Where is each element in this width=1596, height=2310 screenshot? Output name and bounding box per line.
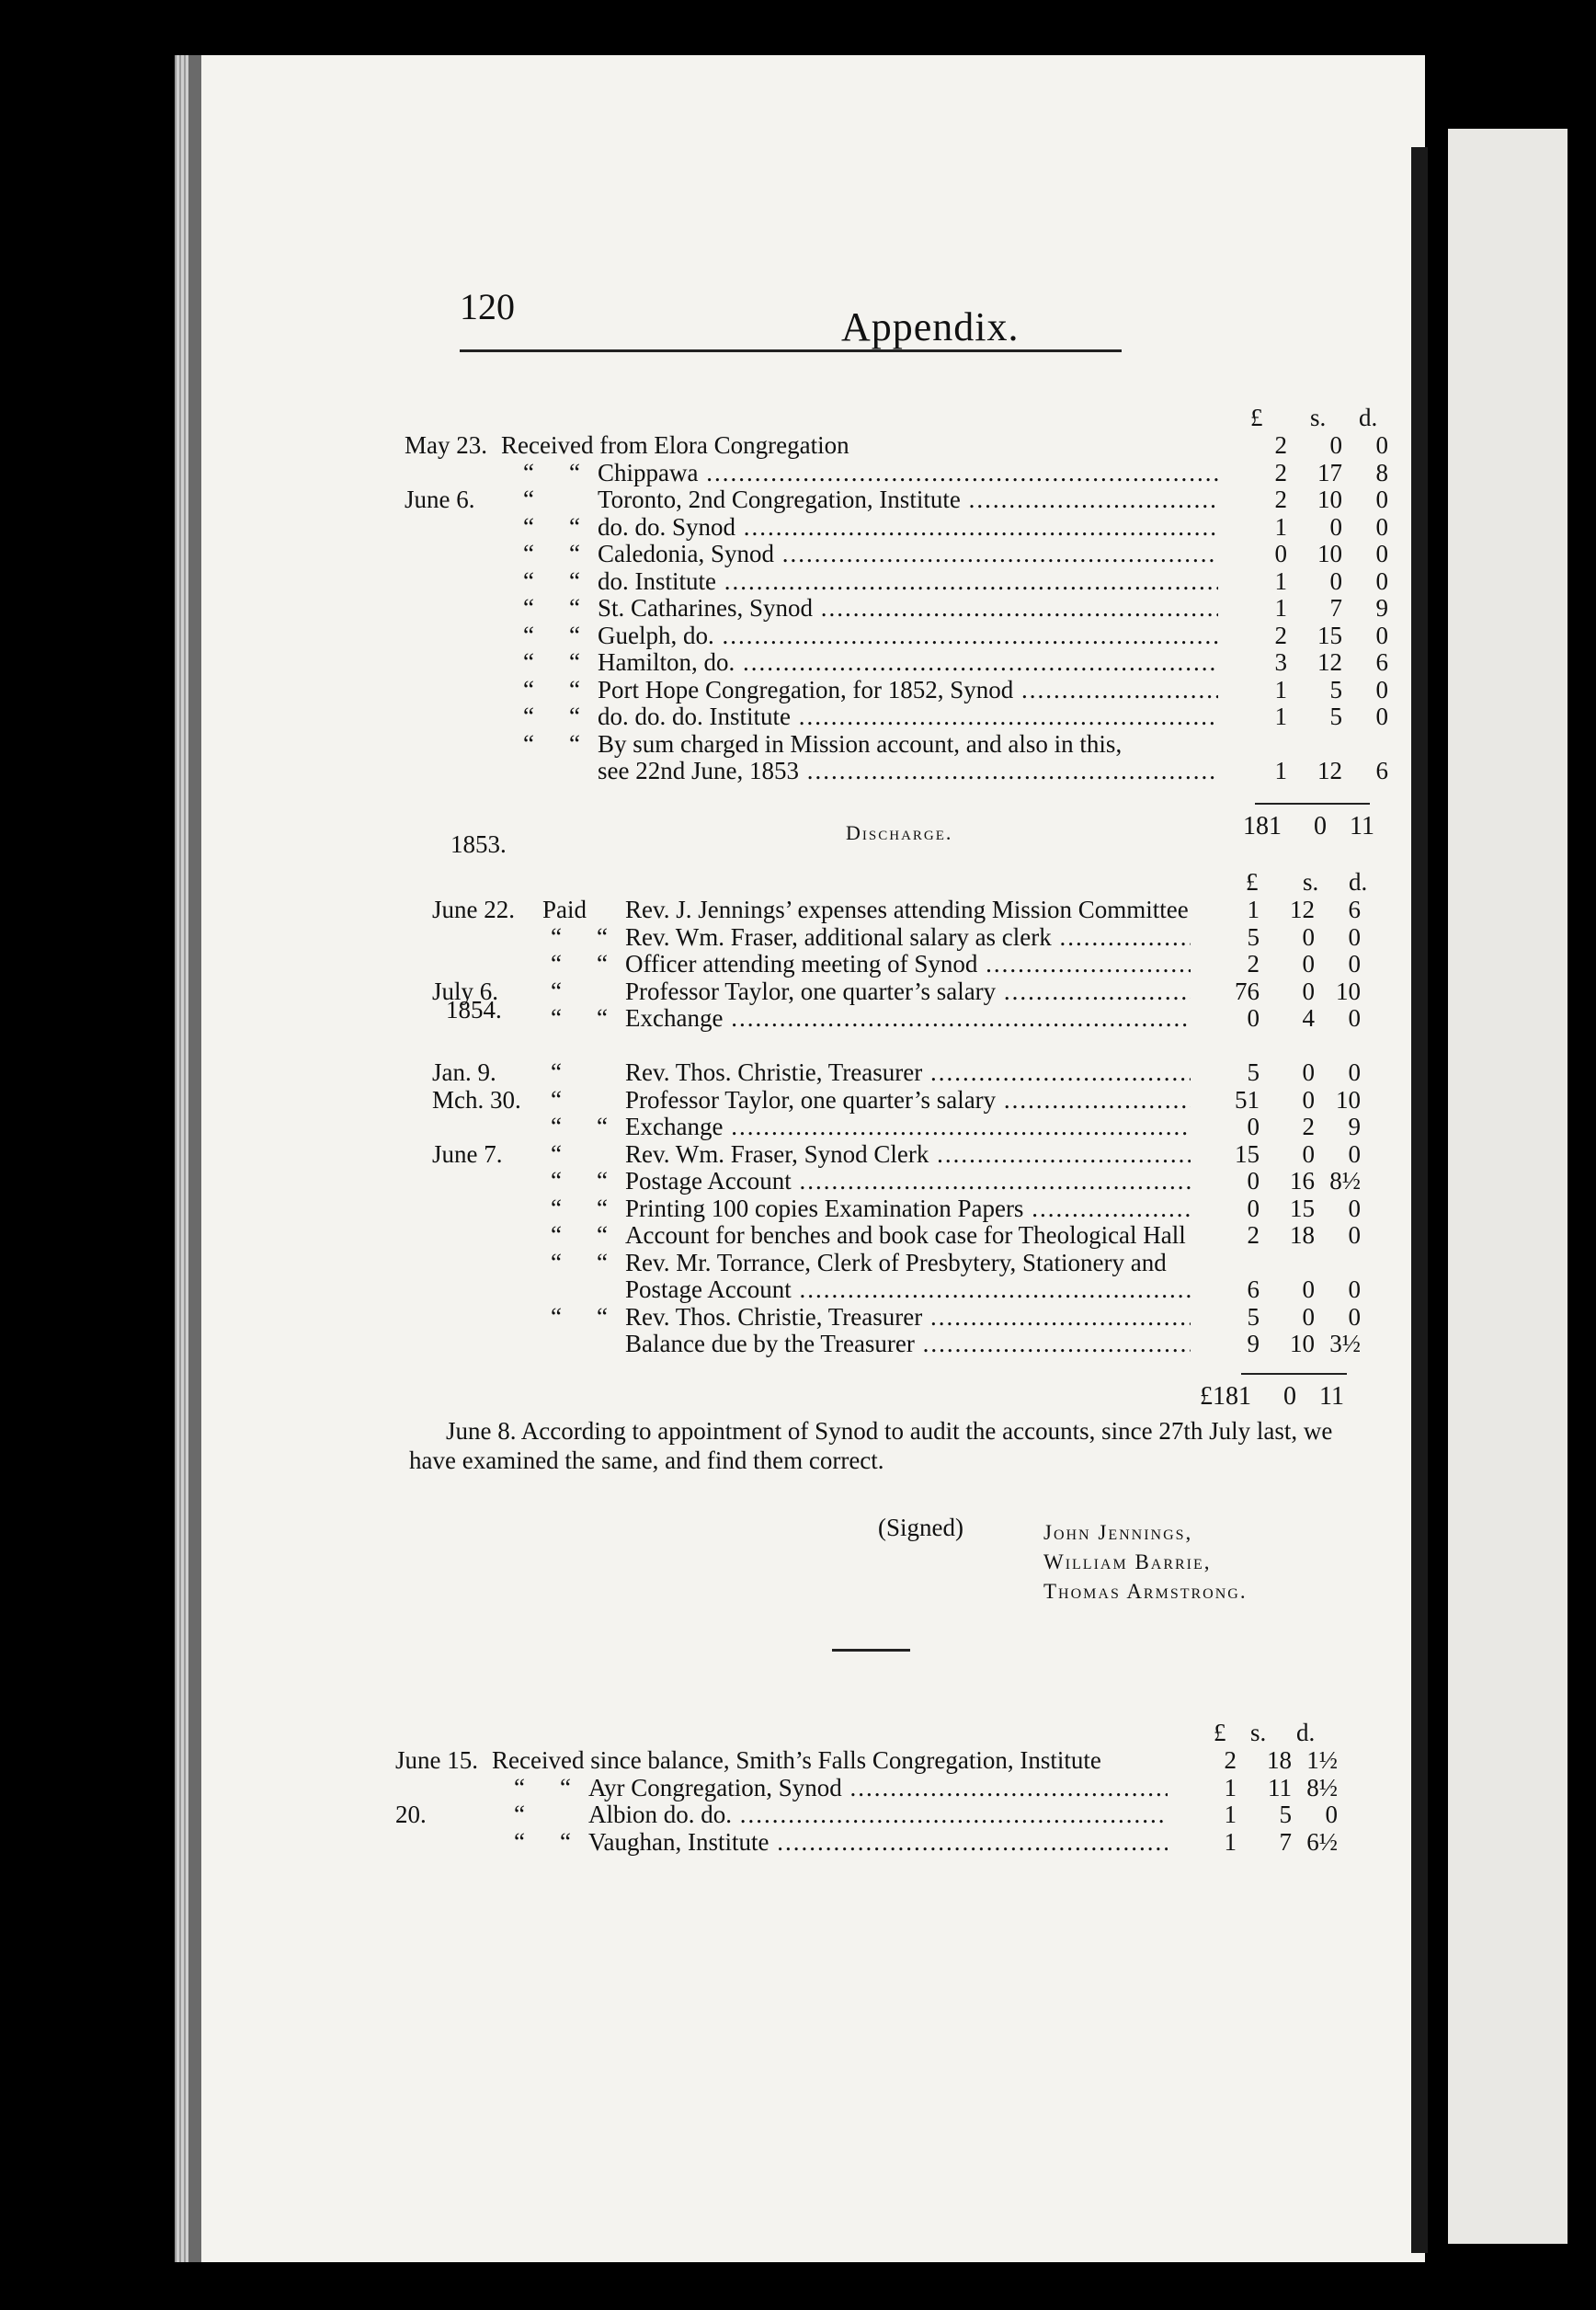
amount-pence: 0 xyxy=(1375,621,1388,649)
ditto-mark: “ xyxy=(523,729,534,758)
ledger-description: Toronto, 2nd Congregation, Institute ..... xyxy=(598,486,1218,513)
amount-shillings: 0 xyxy=(1302,1275,1315,1303)
amount-pounds: 5 xyxy=(1247,922,1260,951)
ledger-row xyxy=(395,1829,1347,1857)
amount-pence: 0 xyxy=(1325,1801,1338,1828)
ditto-mark: “ xyxy=(523,458,534,486)
discharge-list xyxy=(432,897,1370,1358)
audit-statement: June 8. According to appointment of Synod to audit the accounts, since 27th July last, we have examined the same, and find them correct. xyxy=(409,1417,1333,1474)
ledger-row xyxy=(405,649,1397,677)
ledger-description: Rev. Thos. Christie, Treasurer ..... xyxy=(625,1304,1191,1331)
amount-shillings: 0 xyxy=(1329,566,1342,595)
ledger-description: St. Catharines, Synod ..... xyxy=(598,595,1218,622)
ditto-mark: “ xyxy=(597,1302,608,1331)
ledger-row xyxy=(432,1331,1370,1358)
ledger-description: Rev. Thos. Christie, Treasurer ..... xyxy=(625,1059,1191,1086)
page-header xyxy=(460,276,1122,359)
discharge-total-shillings: 0 xyxy=(1283,1382,1296,1411)
receipts-list xyxy=(405,432,1397,785)
amount-pounds: 0 xyxy=(1247,1113,1260,1140)
ledger-row xyxy=(432,1005,1370,1033)
amount-pounds: 1 xyxy=(1274,675,1287,703)
amount-pounds: 1 xyxy=(1274,757,1287,784)
amount-pence: 6 xyxy=(1375,757,1388,784)
ledger-description: Exchange ..... xyxy=(625,1005,1191,1032)
ledger-description: Postage Account ..... xyxy=(625,1276,1191,1303)
later-currency-header xyxy=(1204,1720,1351,1746)
ditto-mark: “ xyxy=(569,729,580,758)
ledger-date: June 15. xyxy=(395,1746,478,1774)
ditto-mark: “ xyxy=(523,566,534,595)
ledger-row xyxy=(405,595,1397,623)
amount-shillings: 12 xyxy=(1290,896,1315,923)
amount-shillings: 0 xyxy=(1302,950,1315,978)
ditto-mark: “ xyxy=(597,1113,608,1140)
amount-pence: 6 xyxy=(1375,648,1388,676)
ditto-mark: “ xyxy=(551,1221,562,1249)
ditto-mark: “ xyxy=(551,1167,562,1195)
ditto-mark: “ xyxy=(569,621,580,649)
amount-pence: 1½ xyxy=(1306,1746,1338,1774)
ditto-mark: “ xyxy=(551,1139,562,1168)
amount-pounds: 2 xyxy=(1247,1221,1260,1249)
ledger-description: do. Institute ..... xyxy=(598,568,1218,595)
amount-pence: 0 xyxy=(1375,675,1388,703)
ditto-mark: “ xyxy=(597,1248,608,1276)
amount-pounds: 2 xyxy=(1224,1746,1237,1774)
ledger-description: Professor Taylor, one quarter’s salary ..... xyxy=(625,978,1191,1005)
amount-shillings: 18 xyxy=(1267,1746,1292,1774)
ledger-row xyxy=(432,1059,1370,1087)
amount-shillings: 5 xyxy=(1279,1801,1292,1828)
amount-pence: 0 xyxy=(1348,922,1361,951)
amount-pence: 0 xyxy=(1348,1004,1361,1032)
shilling-header: s. xyxy=(1310,404,1327,431)
amount-pounds: 5 xyxy=(1247,1058,1260,1086)
amount-shillings: 10 xyxy=(1317,540,1342,567)
ditto-mark: “ xyxy=(551,1058,562,1086)
ledger-date: Jan. 9. xyxy=(432,1058,496,1086)
amount-pence: 0 xyxy=(1375,486,1388,513)
amount-pence: 10 xyxy=(1336,1085,1361,1114)
ditto-mark: “ xyxy=(551,1004,562,1032)
amount-pence: 0 xyxy=(1348,950,1361,978)
ledger-description: Guelph, do. ..... xyxy=(598,623,1218,649)
amount-pounds: 6 xyxy=(1247,1275,1260,1303)
ledger-row xyxy=(432,951,1370,978)
ledger-description: Professor Taylor, one quarter’s salary ..... xyxy=(625,1087,1191,1114)
ledger-row xyxy=(432,1114,1370,1141)
ledger-row xyxy=(432,1250,1370,1277)
ditto-mark: “ xyxy=(514,1801,525,1828)
signatory-3: Thomas Armstrong. xyxy=(1043,1580,1248,1603)
amount-pounds: 2 xyxy=(1247,950,1260,978)
amount-pounds: 0 xyxy=(1274,540,1287,567)
ditto-mark: “ xyxy=(523,540,534,567)
receipts-total-shillings: 0 xyxy=(1314,812,1327,841)
ditto-mark: “ xyxy=(551,1113,562,1140)
amount-shillings: 12 xyxy=(1317,648,1342,676)
amount-pounds: 76 xyxy=(1235,977,1260,1005)
ditto-mark: “ xyxy=(523,648,534,676)
ledger-row xyxy=(405,568,1397,596)
ditto-mark: “ xyxy=(551,1194,562,1222)
amount-shillings: 15 xyxy=(1290,1194,1315,1222)
ledger-description: Balance due by the Treasurer ..... xyxy=(625,1331,1191,1357)
receipts-total-pounds: 181 xyxy=(1243,812,1282,841)
ledger-description: Rev. J. Jennings’ expenses attending Mission Committee ..... xyxy=(625,897,1191,923)
page-number: 120 xyxy=(460,286,515,327)
pence-header: d. xyxy=(1296,1719,1316,1746)
ditto-mark: “ xyxy=(523,675,534,703)
amount-shillings: 10 xyxy=(1317,486,1342,513)
ditto-mark: “ xyxy=(560,1827,571,1856)
amount-pence: 6 xyxy=(1348,896,1361,923)
amount-shillings: 10 xyxy=(1290,1330,1315,1357)
amount-pence: 8 xyxy=(1375,458,1388,486)
ditto-mark: “ xyxy=(523,512,534,541)
ledger-row xyxy=(405,432,1397,460)
ledger-row xyxy=(395,1801,1347,1829)
ledger-description: Account for benches and book case for Theological Hall ..... xyxy=(625,1222,1191,1249)
ditto-mark: “ xyxy=(551,1302,562,1331)
amount-pence: 3½ xyxy=(1329,1330,1361,1357)
ditto-mark: “ xyxy=(569,703,580,730)
amount-pence: 0 xyxy=(1375,512,1388,541)
ledger-heading: Received from Elora Congregation xyxy=(501,431,849,459)
signatory-1: John Jennings, xyxy=(1043,1521,1193,1544)
ledger-row xyxy=(405,758,1397,785)
amount-shillings: 4 xyxy=(1302,1004,1315,1032)
ledger-row xyxy=(432,924,1370,952)
ledger-description: Hamilton, do. ..... xyxy=(598,649,1218,676)
shilling-header: s. xyxy=(1250,1719,1267,1746)
ledger-description: see 22nd June, 1853 ..... xyxy=(598,758,1218,784)
amount-pence: 0 xyxy=(1348,1058,1361,1086)
amount-pence: 6½ xyxy=(1306,1827,1338,1856)
ledger-date: June 7. xyxy=(432,1139,503,1168)
ledger-row xyxy=(432,897,1370,924)
amount-pence: 9 xyxy=(1375,594,1388,622)
year-1853: 1853. xyxy=(450,830,507,858)
amount-shillings: 5 xyxy=(1329,675,1342,703)
header-rule xyxy=(460,349,1122,352)
amount-pounds: 0 xyxy=(1247,1167,1260,1195)
ledger-date: June 6. xyxy=(405,486,475,513)
ledger-description: Ayr Congregation, Synod ..... xyxy=(588,1775,1168,1801)
amount-pence: 0 xyxy=(1375,431,1388,459)
pence-header: d. xyxy=(1359,404,1378,431)
ledger-description: Rev. Mr. Torrance, Clerk of Presbytery, Stationery and xyxy=(625,1249,1167,1276)
ledger-date: Mch. 30. xyxy=(432,1085,521,1114)
amount-pounds: 1 xyxy=(1274,566,1287,595)
amount-shillings: 0 xyxy=(1302,1139,1315,1168)
amount-pounds: 51 xyxy=(1235,1085,1260,1114)
ledger-description: Exchange ..... xyxy=(625,1114,1191,1140)
book-spine xyxy=(1411,147,1428,2253)
ledger-date: June 22. xyxy=(432,896,515,923)
amount-pence: 0 xyxy=(1348,1139,1361,1168)
amount-pounds: 5 xyxy=(1247,1302,1260,1331)
receipts-total xyxy=(1243,812,1374,841)
amount-pence: 0 xyxy=(1375,540,1388,567)
amount-pounds: 2 xyxy=(1274,431,1287,459)
amount-pounds: 2 xyxy=(1274,621,1287,649)
amount-shillings: 0 xyxy=(1329,431,1342,459)
ledger-row xyxy=(432,978,1370,1006)
amount-shillings: 18 xyxy=(1290,1221,1315,1249)
ledger-row xyxy=(395,1747,1347,1775)
ditto-mark: “ xyxy=(523,594,534,622)
amount-pounds: 1 xyxy=(1224,1773,1237,1801)
receipts-sum-line xyxy=(1255,803,1370,805)
ledger-date: 20. xyxy=(395,1801,427,1828)
receipts-currency-header xyxy=(1241,405,1388,431)
shilling-header: s. xyxy=(1303,868,1319,896)
ledger-description: Caledonia, Synod ..... xyxy=(598,541,1218,567)
ledger-description: do. do. do. Institute ..... xyxy=(598,703,1218,730)
ditto-mark: “ xyxy=(569,512,580,541)
ledger-row xyxy=(405,514,1397,542)
ledger-description: Officer attending meeting of Synod ..... xyxy=(625,951,1191,978)
amount-shillings: 0 xyxy=(1302,1085,1315,1114)
ditto-mark: “ xyxy=(551,977,562,1005)
amount-pounds: 9 xyxy=(1247,1330,1260,1357)
ledger-row xyxy=(432,1304,1370,1332)
ledger-date: May 23. xyxy=(405,431,487,459)
ditto-mark: “ xyxy=(597,1004,608,1032)
ditto-mark: “ xyxy=(597,1194,608,1222)
ditto-mark: “ xyxy=(569,540,580,567)
ledger-description: Chippawa ..... xyxy=(598,460,1218,486)
amount-shillings: 0 xyxy=(1302,1058,1315,1086)
discharge-sum-line xyxy=(1241,1373,1347,1375)
amount-pence: 0 xyxy=(1348,1221,1361,1249)
pound-header: £ xyxy=(1246,868,1259,896)
ledger-row xyxy=(405,460,1397,487)
ditto-mark: “ xyxy=(523,486,534,513)
ledger-row xyxy=(405,541,1397,568)
ditto-mark: “ xyxy=(597,1221,608,1249)
ledger-description: Rev. Wm. Fraser, Synod Clerk ..... xyxy=(625,1141,1191,1168)
ditto-mark: “ xyxy=(569,566,580,595)
amount-pence: 0 xyxy=(1348,1302,1361,1331)
discharge-currency-header xyxy=(1237,869,1384,896)
ledger-row xyxy=(405,703,1397,731)
ledger-row xyxy=(432,1168,1370,1195)
ditto-mark: “ xyxy=(523,703,534,730)
ledger-description: Port Hope Congregation, for 1852, Synod ..... xyxy=(598,677,1218,703)
amount-pounds: 1 xyxy=(1224,1827,1237,1856)
ledger-heading: Received since balance, Smith’s Falls Congregation, Institute xyxy=(492,1746,1101,1774)
ledger-row xyxy=(405,623,1397,650)
amount-pence: 0 xyxy=(1375,566,1388,595)
ditto-mark: “ xyxy=(597,1167,608,1195)
amount-pounds: 1 xyxy=(1224,1801,1237,1828)
section-separator xyxy=(832,1649,910,1652)
ditto-mark: “ xyxy=(551,950,562,978)
receipts-total-pence: 11 xyxy=(1350,812,1374,841)
discharge-title: Discharge. xyxy=(846,821,953,844)
amount-shillings: 16 xyxy=(1290,1167,1315,1195)
amount-pence: 10 xyxy=(1336,977,1361,1005)
amount-pounds: 1 xyxy=(1274,512,1287,541)
facing-page-edge xyxy=(1448,129,1568,2244)
amount-pounds: 1 xyxy=(1247,896,1260,923)
amount-shillings: 5 xyxy=(1329,703,1342,730)
signed-label: (Signed) xyxy=(878,1514,963,1541)
amount-pence: 9 xyxy=(1348,1113,1361,1140)
signatory-2: William Barrie, xyxy=(1043,1550,1212,1573)
ledger-row xyxy=(432,1276,1370,1304)
ledger-row xyxy=(432,1141,1370,1169)
amount-pence: 8½ xyxy=(1306,1773,1338,1801)
ditto-mark: Paid xyxy=(542,896,587,923)
ditto-mark: “ xyxy=(597,950,608,978)
ditto-mark: “ xyxy=(560,1773,571,1801)
ledger-description: Postage Account ..... xyxy=(625,1168,1191,1195)
ledger-description: Rev. Wm. Fraser, additional salary as clerk ..... xyxy=(625,924,1191,951)
ditto-mark: “ xyxy=(569,648,580,676)
ditto-mark: “ xyxy=(551,922,562,951)
amount-shillings: 12 xyxy=(1317,757,1342,784)
ledger-row xyxy=(432,1087,1370,1115)
amount-shillings: 2 xyxy=(1302,1113,1315,1140)
ditto-mark: “ xyxy=(514,1827,525,1856)
amount-shillings: 7 xyxy=(1329,594,1342,622)
ledger-row xyxy=(432,1033,1370,1060)
ledger-description: do. do. Synod ..... xyxy=(598,514,1218,541)
amount-pounds: 0 xyxy=(1247,1194,1260,1222)
ditto-mark: “ xyxy=(569,675,580,703)
year-1854: 1854. xyxy=(446,996,502,1023)
amount-pounds: 2 xyxy=(1274,458,1287,486)
page-title: Appendix. xyxy=(841,304,1020,349)
ledger-description: Vaughan, Institute ..... xyxy=(588,1829,1168,1856)
ledger-date: July 6. xyxy=(432,977,499,1005)
discharge-total-pounds: £181 xyxy=(1200,1382,1251,1411)
pound-header: £ xyxy=(1214,1719,1226,1746)
ditto-mark: “ xyxy=(523,621,534,649)
ledger-description: Printing 100 copies Examination Papers ..... xyxy=(625,1195,1191,1222)
ditto-mark: “ xyxy=(514,1773,525,1801)
ledger-row xyxy=(405,486,1397,514)
amount-pounds: 1 xyxy=(1274,703,1287,730)
pound-header: £ xyxy=(1250,404,1263,431)
ledger-row xyxy=(405,731,1397,759)
amount-shillings: 0 xyxy=(1329,512,1342,541)
amount-shillings: 0 xyxy=(1302,1302,1315,1331)
amount-shillings: 17 xyxy=(1317,458,1342,486)
ledger-row xyxy=(432,1222,1370,1250)
ditto-mark: “ xyxy=(597,922,608,951)
ledger-description: Albion do. do. ..... xyxy=(588,1801,1168,1828)
amount-pounds: 1 xyxy=(1274,594,1287,622)
amount-pounds: 15 xyxy=(1235,1139,1260,1168)
amount-pounds: 2 xyxy=(1274,486,1287,513)
ditto-mark: “ xyxy=(551,1085,562,1114)
amount-pounds: 3 xyxy=(1274,648,1287,676)
ditto-mark: “ xyxy=(569,458,580,486)
discharge-total-pence: 11 xyxy=(1319,1382,1344,1411)
discharge-total xyxy=(1200,1382,1344,1412)
amount-shillings: 0 xyxy=(1302,922,1315,951)
ledger-row xyxy=(395,1775,1347,1802)
pence-header: d. xyxy=(1349,868,1368,896)
amount-pence: 0 xyxy=(1348,1194,1361,1222)
ditto-mark: “ xyxy=(551,1248,562,1276)
ledger-row xyxy=(432,1195,1370,1223)
amount-pence: 0 xyxy=(1375,703,1388,730)
amount-pence: 0 xyxy=(1348,1275,1361,1303)
amount-shillings: 0 xyxy=(1302,977,1315,1005)
later-receipts-list xyxy=(395,1747,1347,1856)
amount-pounds: 0 xyxy=(1247,1004,1260,1032)
amount-shillings: 7 xyxy=(1279,1827,1292,1856)
amount-shillings: 11 xyxy=(1268,1773,1292,1801)
amount-shillings: 15 xyxy=(1317,621,1342,649)
ledger-description: By sum charged in Mission account, and also in this, xyxy=(598,730,1123,758)
ledger-row xyxy=(405,677,1397,704)
ditto-mark: “ xyxy=(569,594,580,622)
amount-pence: 8½ xyxy=(1329,1167,1361,1195)
